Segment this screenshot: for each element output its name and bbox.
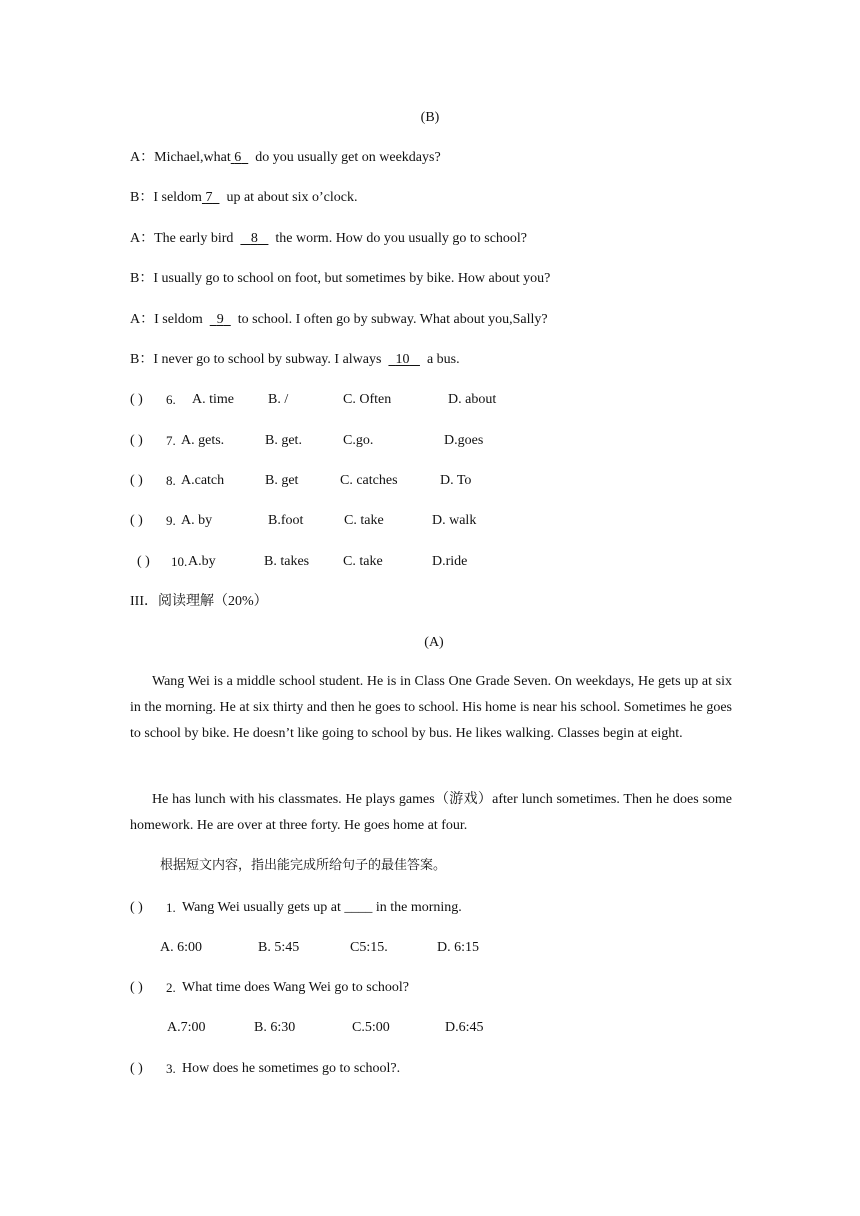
question-number: 1. [166,900,176,915]
option-d: D. 6:15 [437,940,479,955]
option-a: A. 6:00 [160,940,202,955]
speaker: B： [130,271,154,286]
option-b: B. get. [265,433,302,448]
option-a: A.by [188,554,216,569]
option-a: A.catch [181,473,225,488]
section-b-header: (B) [420,110,440,125]
dialogue-text: do you usually get on weekdays? [255,150,441,165]
instruction-text: 根据短文内容，指出能完成所给句子的最佳答案。 [160,858,447,873]
dialogue-text: The early bird [154,231,234,246]
question-text: Wang Wei usually gets up at ____ in the morning. [182,900,462,915]
option-a: A.7:00 [167,1020,206,1035]
dialogue-line-6 [130,351,460,369]
answer-paren: ( ) [130,980,143,995]
dialogue-line-5 [130,311,548,329]
question-text: How does he sometimes go to school?. [182,1061,401,1076]
dialogue-text: I never go to school by subway. I always [153,352,382,367]
section-a-header: (A) [424,635,444,650]
speaker: A： [130,150,155,165]
dialogue-text: I usually go to school on foot, but sometimes by bike. How about you? [153,271,551,286]
answer-blank-7: 7 [205,190,213,205]
dialogue-text: Michael,what [154,150,231,165]
option-c: C. Often [343,392,392,407]
speaker: A： [130,312,155,327]
dialogue-text: a bus. [426,352,460,367]
speaker: B： [130,352,154,367]
option-c: C. catches [340,473,398,488]
answer-paren: ( ) [130,1061,143,1076]
option-b: B.foot [268,513,304,528]
dialogue-text: I seldom [153,190,202,205]
speaker: A： [130,231,155,246]
option-a: A. by [181,513,213,528]
dialogue-text: to school. I often go by subway. What about you,Sally? [237,312,548,327]
question-number: 2. [166,980,176,995]
answer-blank-9: 9 [216,312,224,327]
question-number: 3. [166,1061,176,1076]
option-d: D.goes [444,433,484,448]
option-a: A. gets. [181,433,225,448]
question-number: 6. [166,392,176,407]
answer-blank-6: 6 [234,150,242,165]
option-c: C.go. [343,433,374,448]
question-number: 10. [171,554,188,569]
dialogue-text: the worm. How do you usually go to school? [275,231,528,246]
option-b: B. get [265,473,299,488]
option-b: B. takes [264,554,310,569]
option-b: B. / [268,392,289,407]
option-c: C. take [344,513,384,528]
dialogue-line-1 [130,149,441,167]
dialogue-line-4 [130,270,550,288]
option-d: D. walk [432,513,477,528]
option-b: B. 6:30 [254,1020,296,1035]
option-d: D.6:45 [445,1020,484,1035]
option-b: B. 5:45 [258,940,300,955]
option-d: D.ride [432,554,468,569]
answer-blank-8: 8 [250,231,258,246]
question-text: What time does Wang Wei go to school? [182,980,410,995]
question-number: 8. [166,473,176,488]
dialogue-text: I seldom [154,312,203,327]
answer-paren: ( ) [130,392,143,407]
passage-paragraph-1: Wang Wei is a middle school student. He is in Class One Grade Seven. On weekdays, He gets up at six in the morning. He at six thirty and then he goes to school. His home is near his school. Sometimes he goes to school by bike. He doesn’t like going to school by bus. He likes walking. Classes begin at eight. [130,674,732,741]
answer-paren: ( ) [130,433,143,448]
question-number: 9. [166,513,176,528]
passage-paragraph-2: He has lunch with his classmates. He plays games（游戏）after lunch sometimes. Then he does some homework. He are over at three forty. He goes home at four. [130,792,732,833]
question-number: 7. [166,433,176,448]
dialogue-line-2 [130,189,357,207]
answer-paren: ( ) [137,554,150,569]
dialogue-text: up at about six o’clock. [226,190,358,205]
dialogue-line-3 [130,230,527,248]
option-c: C. take [343,554,383,569]
option-c: C.5:00 [352,1020,390,1035]
option-c: C5:15. [350,940,388,955]
option-d: D. To [440,473,472,488]
answer-paren: ( ) [130,513,143,528]
answer-blank-10: 10 [395,352,410,367]
option-a: A. time [192,392,234,407]
speaker: B： [130,190,154,205]
answer-paren: ( ) [130,473,143,488]
answer-paren: ( ) [130,900,143,915]
section-iii-title: III．阅读理解（20%） [130,594,268,609]
option-d: D. about [448,392,497,407]
